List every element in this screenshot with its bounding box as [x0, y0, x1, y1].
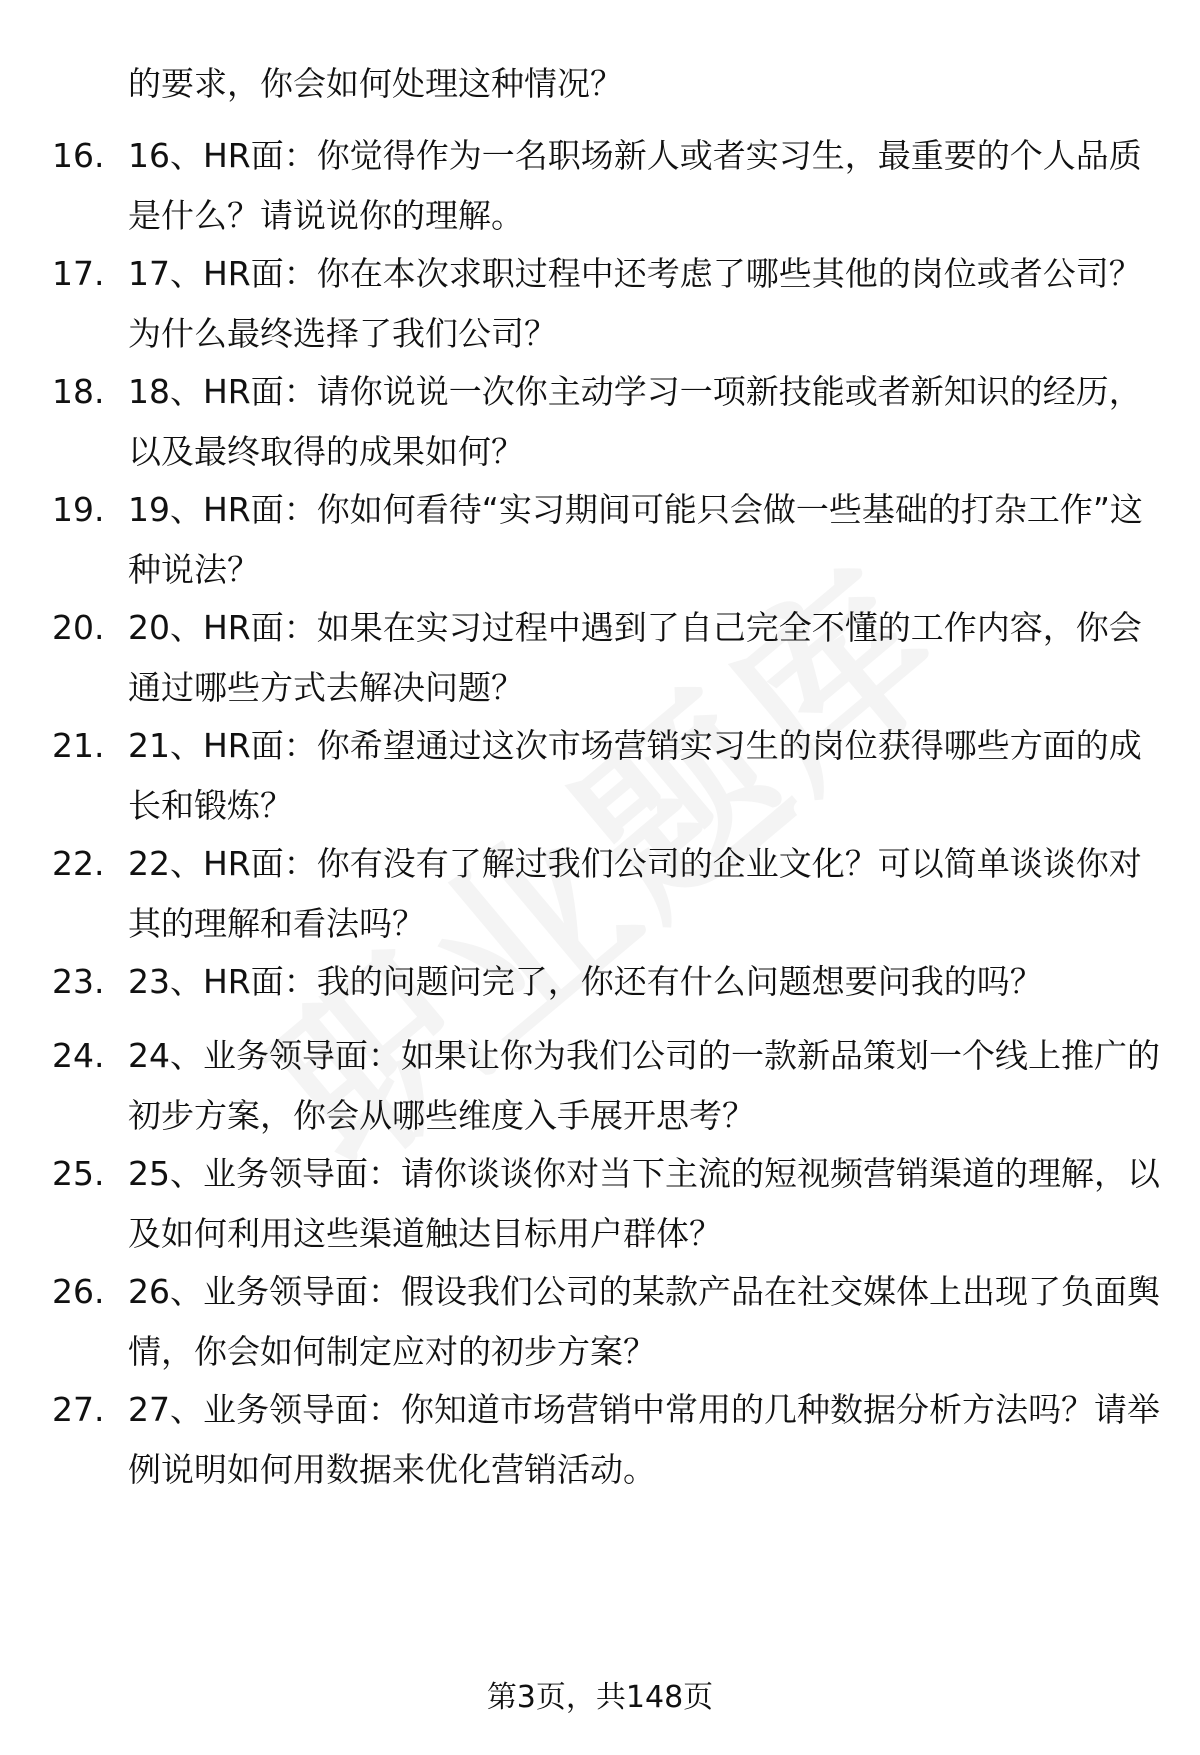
item-text: 27、业务领导面：你知道市场营销中常用的几种数据分析方法吗？请举例说明如何用数据来优化营销活动。	[128, 1390, 1160, 1489]
item-number: 23.	[52, 962, 105, 1001]
item-text: 21、HR面：你希望通过这次市场营销实习生的岗位获得哪些方面的成长和锻炼？	[128, 726, 1142, 825]
item-number: 20.	[52, 608, 105, 647]
item-number: 27.	[52, 1390, 105, 1429]
item-text: 16、HR面：你觉得作为一名职场新人或者实习生，最重要的个人品质是什么？请说说你的理解。	[128, 136, 1142, 235]
item-text: 26、业务领导面：假设我们公司的某款产品在社交媒体上出现了负面舆情，你会如何制定应对的初步方案？	[128, 1272, 1160, 1371]
item-number: 22.	[52, 844, 105, 883]
item-number: 25.	[52, 1154, 105, 1193]
item-text: 19、HR面：你如何看待“实习期间可能只会做一些基础的打杂工作”这种说法？	[128, 490, 1143, 589]
item-text: 20、HR面：如果在实习过程中遇到了自己完全不懂的工作内容，你会通过哪些方式去解决问题？	[128, 608, 1142, 707]
continuation-text: 的要求，你会如何处理这种情况？	[128, 64, 623, 103]
item-number: 16.	[52, 136, 105, 175]
item-text: 24、业务领导面：如果让你为我们公司的一款新品策划一个线上推广的初步方案，你会从哪些维度入手展开思考？	[128, 1036, 1160, 1135]
item-number: 24.	[52, 1036, 105, 1075]
page-footer: 第3页，共148页	[486, 1680, 714, 1715]
item-text: 17、HR面：你在本次求职过程中还考虑了哪些其他的岗位或者公司？为什么最终选择了我们公司？	[128, 254, 1142, 353]
item-number: 18.	[52, 372, 105, 411]
item-number: 21.	[52, 726, 105, 765]
item-number: 17.	[52, 254, 105, 293]
item-text: 25、业务领导面：请你谈谈你对当下主流的短视频营销渠道的理解，以及如何利用这些渠道触达目标用户群体？	[128, 1154, 1160, 1253]
item-number: 19.	[52, 490, 105, 529]
item-text: 18、HR面：请你说说一次你主动学习一项新技能或者新知识的经历，以及最终取得的成果如何？	[128, 372, 1142, 471]
item-number: 26.	[52, 1272, 105, 1311]
item-text: 23、HR面：我的问题问完了，你还有什么问题想要问我的吗？	[128, 962, 1043, 1001]
item-text: 22、HR面：你有没有了解过我们公司的企业文化？可以简单谈谈你对其的理解和看法吗？	[128, 844, 1142, 943]
